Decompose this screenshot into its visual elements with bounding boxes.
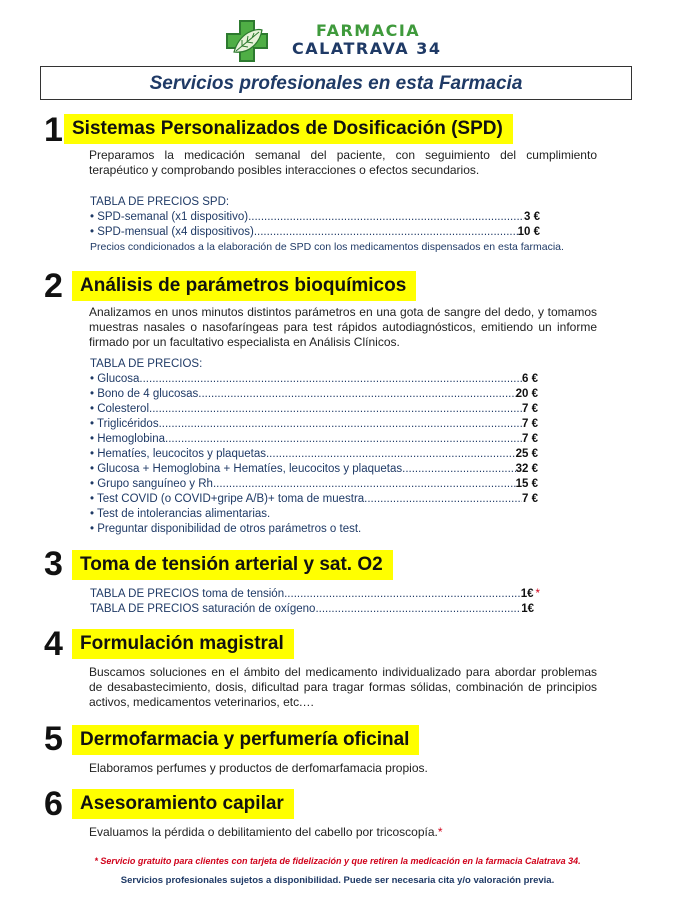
price-value: 3 € — [524, 211, 540, 223]
section-description: Buscamos soluciones en el ámbito del medicamento individualizado para abordar problemas de desabastecimiento, dosis, dificultad para tragar formas sólidas, combinación de principios activos, medicamentos veterinarios, etc.… — [89, 665, 597, 709]
price-label: • SPD-mensual (x4 dispositivos) — [90, 226, 254, 238]
section-heading: Asesoramiento capilar — [72, 789, 294, 819]
section-heading: Formulación magistral — [72, 629, 294, 659]
price-label: • SPD-semanal (x1 dispositivo) — [90, 211, 249, 223]
section-number: 5 — [44, 720, 63, 758]
price-table — [90, 195, 564, 255]
price-row: • Glucosa + Hemoglobina + Hematíes, leucocitos y plaquetas ..... 32 € — [90, 462, 538, 477]
section-number: 3 — [44, 545, 63, 583]
asterisk-mark: * — [437, 825, 443, 839]
section-description: Preparamos la medicación semanal del paciente, con seguimiento del cumplimiento terapéutico y comprobando posibles interacciones o efectos secundarios. — [89, 148, 597, 177]
section-heading: Sistemas Personalizados de Dosificación (SPD) — [64, 114, 513, 144]
section-description: Elaboramos perfumes y productos de derfomarfamacia propios. — [89, 761, 428, 775]
brand-name — [292, 22, 442, 58]
list-item: • Preguntar disponibilidad de otros parámetros o test. — [90, 523, 362, 535]
section-number: 6 — [44, 785, 63, 823]
price-row: • Grupo sanguíneo y Rh ..... 15 € — [90, 477, 538, 492]
price-table — [90, 587, 540, 617]
page-title-box — [40, 66, 632, 100]
list-item: • Test de intolerancias alimentarias. — [90, 508, 271, 520]
price-row: • Triglicéridos ..... 7 € — [90, 417, 538, 432]
price-row: • Hemoglobina ..... 7 € — [90, 432, 538, 447]
section-number: 2 — [44, 267, 63, 305]
asterisk-mark: * — [535, 588, 540, 600]
page-title: Servicios profesionales en esta Farmacia — [149, 73, 523, 94]
section-description: Analizamos en unos minutos distintos parámetros en una gota de sangre del dedo, y tomamos muestras nasales o nasofaríngeas para test rápidos autodiagnósticos, emitiendo un informe firmado por un facultativo especialista en Análisis Clínicos. — [89, 305, 597, 349]
footnote: * Servicio gratuito para clientes con tarjeta de fidelización y que retiren la medicación en la farmacia Calatrava 34. — [94, 856, 581, 866]
section-number: 1 — [44, 111, 63, 149]
price-row: • Test COVID (o COVID+gripe A/B)+ toma de muestra ..... 7 € — [90, 492, 538, 507]
price-value: 10 € — [517, 226, 540, 238]
header — [0, 12, 675, 62]
price-table-title: TABLA DE PRECIOS SPD: — [90, 196, 230, 208]
price-row — [90, 210, 540, 225]
price-table-title: TABLA DE PRECIOS: — [90, 358, 203, 370]
section-heading: Dermofarmacia y perfumería oficinal — [72, 725, 419, 755]
section-heading: Análisis de parámetros bioquímicos — [72, 271, 416, 301]
brand-line-1: FARMACIA — [316, 21, 421, 40]
brand-line-2: CALATRAVA 34 — [292, 39, 442, 58]
price-row: TABLA DE PRECIOS saturación de oxígeno ..... 1€ — [90, 602, 534, 617]
price-table — [90, 357, 538, 537]
section-description: Evaluamos la pérdida o debilitamiento del cabello por tricoscopía.* — [89, 825, 443, 839]
price-row: • Glucosa ..... 6 € — [90, 372, 538, 387]
pharmacy-cross-leaf-icon — [226, 20, 268, 62]
section-number: 4 — [44, 625, 63, 663]
price-row: • Colesterol ..... 7 € — [90, 402, 538, 417]
price-row — [90, 225, 540, 240]
price-row: TABLA DE PRECIOS toma de tensión ..... 1€ * — [90, 587, 540, 602]
footer-note: Servicios profesionales sujetos a disponibilidad. Puede ser necesaria cita y/o valoración previa. — [120, 875, 555, 886]
section-heading: Toma de tensión arterial y sat. O2 — [72, 550, 393, 580]
price-row: • Hematíes, leucocitos y plaquetas ..... 25 € — [90, 447, 538, 462]
price-row: • Bono de 4 glucosas ..... 20 € — [90, 387, 538, 402]
price-note: Precios condicionados a la elaboración de SPD con los medicamentos dispensados en esta farmacia. — [90, 241, 564, 253]
